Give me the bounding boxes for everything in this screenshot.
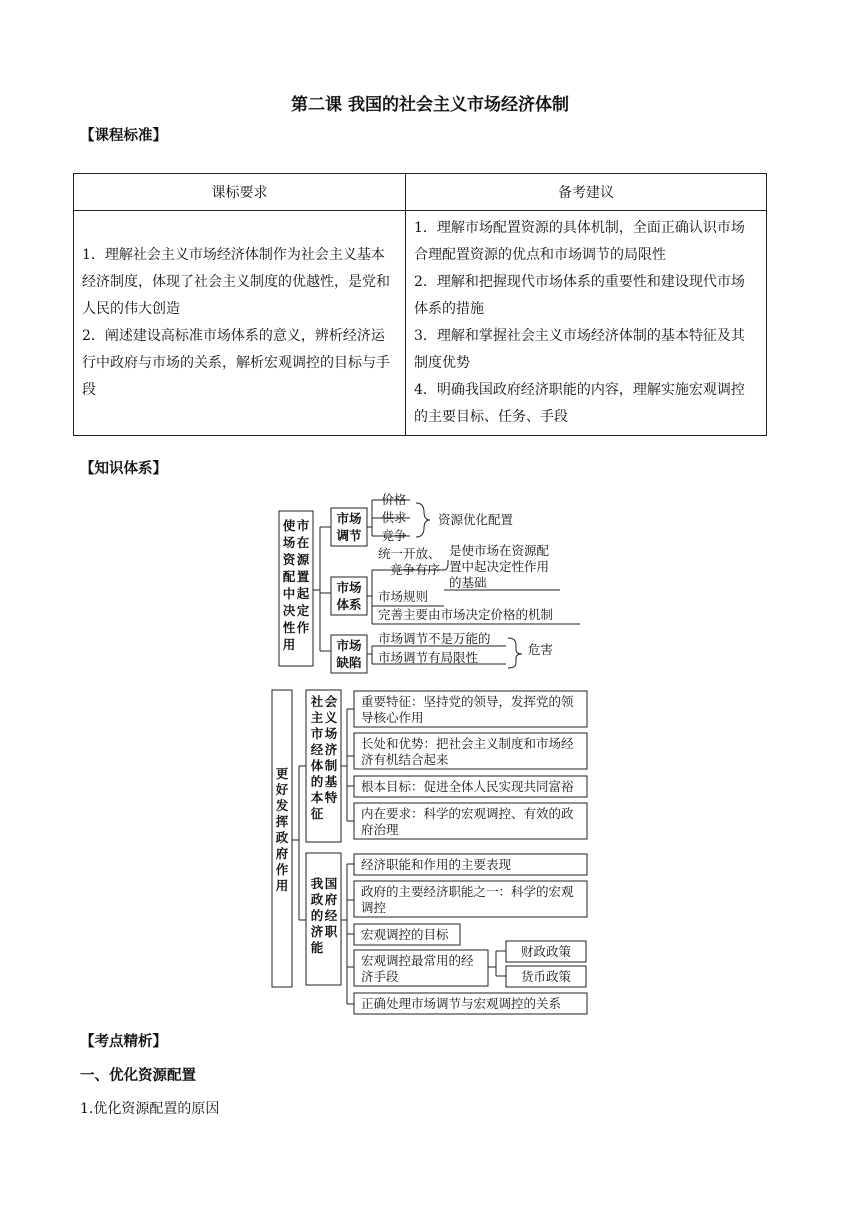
root-char: 定	[296, 603, 310, 618]
root-char: 资	[282, 552, 296, 567]
func-box-1	[354, 854, 587, 875]
suggestions-cell	[406, 211, 767, 436]
requirement-item: 2．阐述建设高标准市场体系的意义，辨析经济运行中政府与市场的关系，解析宏观调控的目标与手段	[82, 328, 390, 398]
unified-label-2: 竞争有序	[390, 562, 441, 577]
feature2-line1: 长处和优势：把社会主义制度和市场经	[361, 736, 574, 751]
basic-features-box	[306, 690, 341, 842]
basic-char: 社	[310, 694, 324, 709]
bracket-market-system	[367, 570, 580, 624]
supply-label: 供求	[381, 510, 407, 525]
basic-char: 特	[324, 790, 338, 805]
suggestion-item: 1．理解市场配置资源的具体机制，全面正确认识市场合理配置资源的优点和市场调节的局限性	[414, 220, 745, 263]
section-key-points: 【考点精析】	[80, 1034, 167, 1050]
root-char: 配	[282, 569, 296, 584]
price-label: 价格	[381, 492, 407, 507]
market-defect-box	[331, 635, 367, 673]
page-title: 第二课 我国的社会主义市场经济体制	[291, 95, 569, 115]
bracket-basic	[341, 709, 354, 821]
fiscal-box	[506, 941, 586, 962]
feature-box-2	[354, 733, 587, 769]
basic-char: 会	[324, 694, 338, 709]
basic-char: 征	[310, 806, 324, 821]
basic-char: 体	[310, 758, 324, 773]
root-char: 中	[282, 586, 296, 601]
bracket-market-adjust	[367, 500, 410, 536]
feature4-line2: 府治理	[361, 822, 399, 837]
basic-char: 制	[324, 758, 338, 773]
func4-line2: 济手段	[361, 969, 399, 984]
root2-char: 更	[275, 766, 289, 781]
function-char: 经	[324, 908, 338, 923]
brace-harm	[508, 638, 522, 668]
requirements-cell	[74, 211, 406, 436]
root2-char: 挥	[275, 814, 289, 829]
func2-line1: 政府的主要经济职能之一：科学的宏观	[361, 884, 574, 899]
table-header-suggestions: 备考建议	[406, 174, 767, 211]
root-box-2	[272, 690, 292, 987]
func-box-2	[354, 881, 587, 917]
basic-char: 经	[310, 742, 324, 757]
root-char: 置	[296, 569, 310, 584]
market-system-label-1: 市场	[336, 580, 362, 595]
root-char: 在	[296, 535, 310, 550]
section-course-standard: 【课程标准】	[80, 128, 167, 144]
heading-optimize-allocation: 一、优化资源配置	[80, 1068, 196, 1084]
function-char: 济	[310, 924, 324, 939]
market-adjust-box	[331, 508, 367, 546]
basic-char: 场	[324, 726, 338, 741]
suggestion-item: 4．明确我国政府经济职能的内容，理解实施宏观调控的主要目标、任务、手段	[414, 382, 745, 425]
func4-line1: 宏观调控最常用的经	[361, 953, 474, 968]
root-char: 性	[282, 620, 296, 635]
subheading-reasons: 1.优化资源配置的原因	[80, 1101, 220, 1117]
brace-optimal	[416, 503, 430, 537]
function-char: 职	[324, 924, 338, 939]
basic-char: 基	[324, 774, 338, 789]
func-box-5	[354, 993, 587, 1014]
bracket-function	[341, 864, 354, 1004]
optimal-label: 资源优化配置	[438, 512, 514, 527]
bracket-policy	[488, 951, 506, 976]
table-header-requirements: 课标要求	[74, 174, 406, 211]
root2-char: 府	[275, 846, 289, 861]
function-vertical-text	[310, 876, 338, 955]
root-char: 使	[282, 518, 296, 533]
market-system-label-2: 体系	[336, 597, 362, 612]
market-adjust-label-2: 调节	[336, 528, 362, 543]
feature3-line: 根本目标：促进全体人民实现共同富裕	[361, 779, 574, 794]
root2-char: 发	[275, 798, 289, 813]
rules-label: 市场规则	[378, 589, 429, 604]
func5-line: 正确处理市场调节与宏观调控的关系	[361, 996, 562, 1011]
root-char: 用	[282, 637, 296, 652]
func-box-3	[354, 924, 460, 945]
not-omnipotent-label: 市场调节不是万能的	[378, 631, 491, 646]
function-box	[306, 853, 341, 985]
basic-char: 市	[310, 726, 324, 741]
function-char: 的	[310, 908, 324, 923]
monetary-box	[506, 966, 586, 987]
function-char: 我	[310, 876, 324, 891]
basic-features-vertical-text	[310, 694, 338, 821]
feature-box-1	[354, 691, 587, 727]
func3-line: 宏观调控的目标	[361, 927, 449, 942]
function-char: 能	[310, 940, 324, 955]
market-defect-label-2: 缺陷	[336, 655, 362, 670]
market-defect-label-1: 市场	[336, 638, 362, 653]
feature4-line1: 内在要求：科学的宏观调控、有效的政	[361, 806, 574, 821]
standards-table	[73, 173, 767, 436]
func2-line2: 调控	[361, 900, 387, 915]
basic-char: 济	[324, 742, 338, 757]
market-adjust-label-1: 市场	[336, 511, 362, 526]
basic-char: 义	[324, 710, 338, 725]
func1-line: 经济职能和作用的主要表现	[361, 857, 512, 872]
suggestion-item: 2．理解和把握现代市场体系的重要性和建设现代市场体系的措施	[414, 274, 745, 317]
root2-char: 政	[275, 830, 289, 845]
root-box-1	[279, 511, 313, 666]
suggestion-item: 3．理解和掌握社会主义市场经济体制的基本特征及其制度优势	[414, 328, 745, 371]
root-vertical-text-2	[275, 766, 289, 893]
harm-label: 危害	[528, 642, 554, 657]
root-char: 起	[296, 586, 310, 601]
monetary-label: 货币政策	[520, 969, 572, 984]
root-vertical-text-1	[282, 518, 310, 652]
function-char: 国	[324, 876, 338, 891]
basic-char: 的	[310, 774, 324, 789]
price-mechanism-label: 完善主要由市场决定价格的机制	[378, 607, 554, 622]
func-box-4	[354, 950, 488, 986]
decisive-label-1: 是使市场在资源配	[449, 543, 550, 558]
feature1-line2: 导核心作用	[361, 710, 424, 725]
bracket-market-defect	[367, 646, 506, 664]
decisive-label-2: 置中起决定性作用	[449, 559, 550, 574]
section-knowledge-system: 【知识体系】	[80, 461, 167, 477]
feature-box-3	[354, 776, 587, 797]
root2-char: 好	[275, 782, 289, 797]
fiscal-label: 财政政策	[520, 944, 572, 959]
market-system-box	[331, 577, 367, 615]
bracket-root-1	[313, 527, 331, 651]
function-char: 府	[324, 892, 338, 907]
feature1-line1: 重要特征：坚持党的领导，发挥党的领	[361, 694, 574, 709]
function-char: 政	[310, 892, 324, 907]
decisive-label-3: 的基础	[449, 575, 487, 590]
limited-label: 市场调节有局限性	[378, 650, 479, 665]
root-char: 源	[296, 552, 310, 567]
root2-char: 用	[275, 878, 289, 893]
root-char: 场	[282, 535, 296, 550]
basic-char: 主	[310, 710, 324, 725]
unified-label-1: 统一开放、	[378, 546, 441, 561]
unified-connector	[444, 560, 448, 570]
root-char: 作	[296, 620, 310, 635]
root-char: 决	[282, 603, 296, 618]
requirement-item: 1．理解社会主义市场经济体制作为社会主义基本经济制度，体现了社会主义制度的优越性，是党和人民的伟大创造	[82, 247, 390, 317]
root-char: 市	[296, 518, 310, 533]
bracket-root-2	[292, 766, 306, 920]
root2-char: 作	[275, 862, 289, 877]
feature-box-4	[354, 803, 587, 839]
compete-label: 竞争	[381, 528, 407, 543]
basic-char: 本	[310, 790, 324, 805]
feature2-line2: 济有机结合起来	[361, 752, 449, 767]
